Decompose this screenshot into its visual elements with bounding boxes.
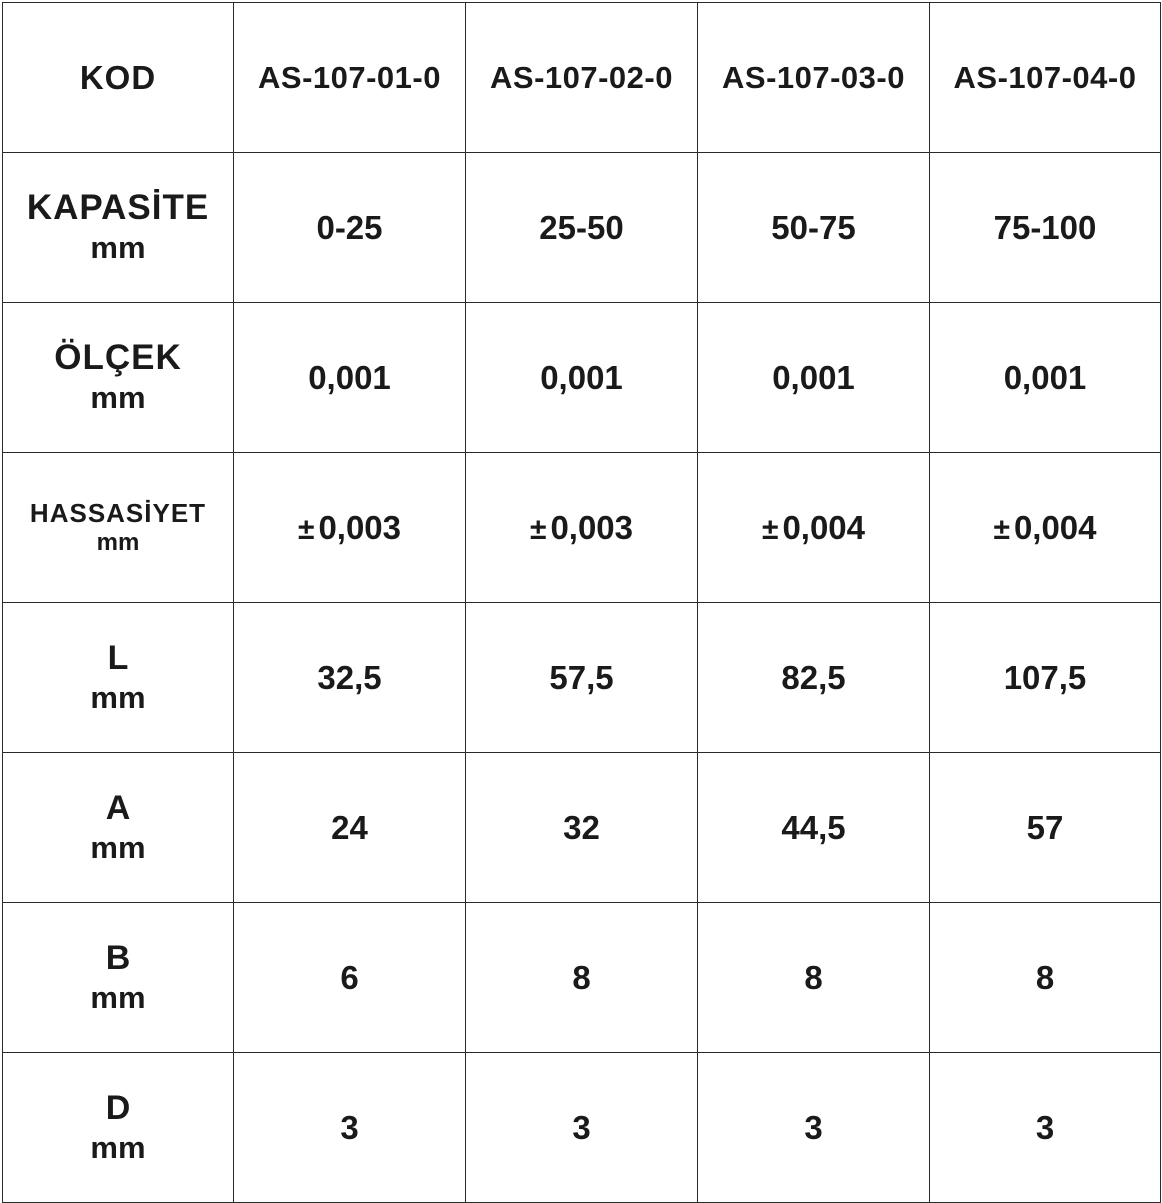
value-cell bbox=[698, 753, 930, 903]
value-cell bbox=[930, 903, 1161, 1053]
plus-minus-icon: ± bbox=[761, 512, 779, 546]
value-cell bbox=[466, 153, 698, 303]
cell-value: 3 bbox=[340, 1108, 359, 1146]
plus-minus-icon: ± bbox=[529, 512, 547, 546]
row-label-l bbox=[3, 603, 234, 753]
value-cell bbox=[930, 303, 1161, 453]
row-label-text: KAPASİTE bbox=[26, 187, 210, 227]
value-cell bbox=[930, 153, 1161, 303]
cell-value: 0,001 bbox=[772, 358, 855, 396]
table-row-b bbox=[3, 903, 1161, 1053]
row-label-b bbox=[3, 903, 234, 1053]
row-label-a bbox=[3, 753, 234, 903]
table-row-l bbox=[3, 603, 1161, 753]
plus-minus-icon: ± bbox=[993, 512, 1010, 546]
row-label-kod bbox=[3, 3, 234, 153]
value-cell bbox=[698, 1053, 930, 1203]
code-value: AS-107-02-0 bbox=[490, 59, 673, 95]
value-cell bbox=[466, 303, 698, 453]
cell-value: 25-50 bbox=[539, 208, 624, 246]
value-cell bbox=[234, 903, 466, 1053]
cell-value: 0,001 bbox=[540, 358, 623, 396]
cell-value: 50-75 bbox=[771, 208, 856, 246]
row-unit-text: mm bbox=[96, 528, 140, 556]
row-label-kapasite bbox=[3, 153, 234, 303]
cell-value: 0,003 bbox=[318, 508, 402, 546]
table-row-d bbox=[3, 1053, 1161, 1203]
value-cell bbox=[234, 753, 466, 903]
cell-value: 57,5 bbox=[549, 658, 614, 696]
row-unit-text: mm bbox=[90, 979, 146, 1015]
row-unit-text: mm bbox=[90, 379, 146, 415]
cell-value: 8 bbox=[572, 958, 591, 996]
code-value: AS-107-03-0 bbox=[722, 59, 905, 95]
table-row-a bbox=[3, 753, 1161, 903]
value-cell bbox=[698, 303, 930, 453]
code-cell bbox=[930, 3, 1161, 153]
cell-value: 8 bbox=[1035, 958, 1055, 996]
cell-value: 0,001 bbox=[1003, 358, 1087, 396]
cell-value: 44,5 bbox=[781, 808, 846, 846]
code-value: AS-107-04-0 bbox=[953, 59, 1137, 95]
value-cell bbox=[698, 603, 930, 753]
value-cell bbox=[234, 303, 466, 453]
cell-value: 8 bbox=[804, 958, 823, 996]
code-cell bbox=[698, 3, 930, 153]
cell-value: 0,004 bbox=[782, 508, 866, 546]
table-row-kapasite bbox=[3, 153, 1161, 303]
cell-value: 0,003 bbox=[550, 508, 634, 546]
plus-minus-icon: ± bbox=[297, 512, 315, 546]
table-row-hassasiyet bbox=[3, 453, 1161, 603]
table-row-kod bbox=[3, 3, 1161, 153]
row-label-olcek bbox=[3, 303, 234, 453]
value-cell bbox=[234, 453, 466, 603]
cell-value: 3 bbox=[1035, 1108, 1055, 1146]
value-cell bbox=[466, 603, 698, 753]
value-cell bbox=[234, 603, 466, 753]
row-label-hassasiyet bbox=[3, 453, 234, 603]
value-cell bbox=[698, 153, 930, 303]
value-cell bbox=[466, 903, 698, 1053]
value-cell bbox=[234, 1053, 466, 1203]
value-cell bbox=[930, 1053, 1161, 1203]
code-cell bbox=[466, 3, 698, 153]
cell-value: 3 bbox=[804, 1108, 823, 1146]
value-cell bbox=[698, 903, 930, 1053]
row-label-d bbox=[3, 1053, 234, 1203]
cell-value: 82,5 bbox=[781, 658, 846, 696]
cell-value: 57 bbox=[1026, 808, 1064, 846]
row-label-text: D bbox=[105, 1088, 131, 1127]
row-label-text: ÖLÇEK bbox=[54, 337, 182, 377]
kod-label: KOD bbox=[79, 58, 157, 96]
cell-value: 107,5 bbox=[1003, 658, 1087, 696]
cell-value: 0,004 bbox=[1013, 508, 1097, 546]
value-cell bbox=[930, 603, 1161, 753]
cell-value: 0,001 bbox=[308, 358, 391, 396]
cell-value: 3 bbox=[572, 1108, 591, 1146]
row-unit-text: mm bbox=[90, 679, 146, 715]
cell-value: 6 bbox=[340, 958, 359, 996]
value-cell bbox=[466, 753, 698, 903]
row-unit-text: mm bbox=[90, 229, 146, 265]
row-unit-text: mm bbox=[90, 1129, 146, 1165]
code-cell bbox=[234, 3, 466, 153]
cell-value: 0-25 bbox=[316, 208, 383, 246]
value-cell bbox=[930, 753, 1161, 903]
cell-value: 75-100 bbox=[993, 208, 1097, 246]
table-row-olcek bbox=[3, 303, 1161, 453]
row-label-text: B bbox=[105, 938, 131, 977]
row-label-text: L bbox=[107, 638, 129, 677]
code-value: AS-107-01-0 bbox=[258, 59, 441, 95]
value-cell bbox=[930, 453, 1161, 603]
value-cell bbox=[698, 453, 930, 603]
row-unit-text: mm bbox=[90, 829, 146, 865]
value-cell bbox=[466, 453, 698, 603]
cell-value: 24 bbox=[331, 808, 368, 846]
value-cell bbox=[466, 1053, 698, 1203]
row-label-text: HASSASİYET bbox=[29, 497, 207, 528]
cell-value: 32,5 bbox=[317, 658, 382, 696]
cell-value: 32 bbox=[563, 808, 600, 846]
spec-table bbox=[2, 2, 1161, 1203]
row-label-text: A bbox=[105, 788, 131, 827]
value-cell bbox=[234, 153, 466, 303]
